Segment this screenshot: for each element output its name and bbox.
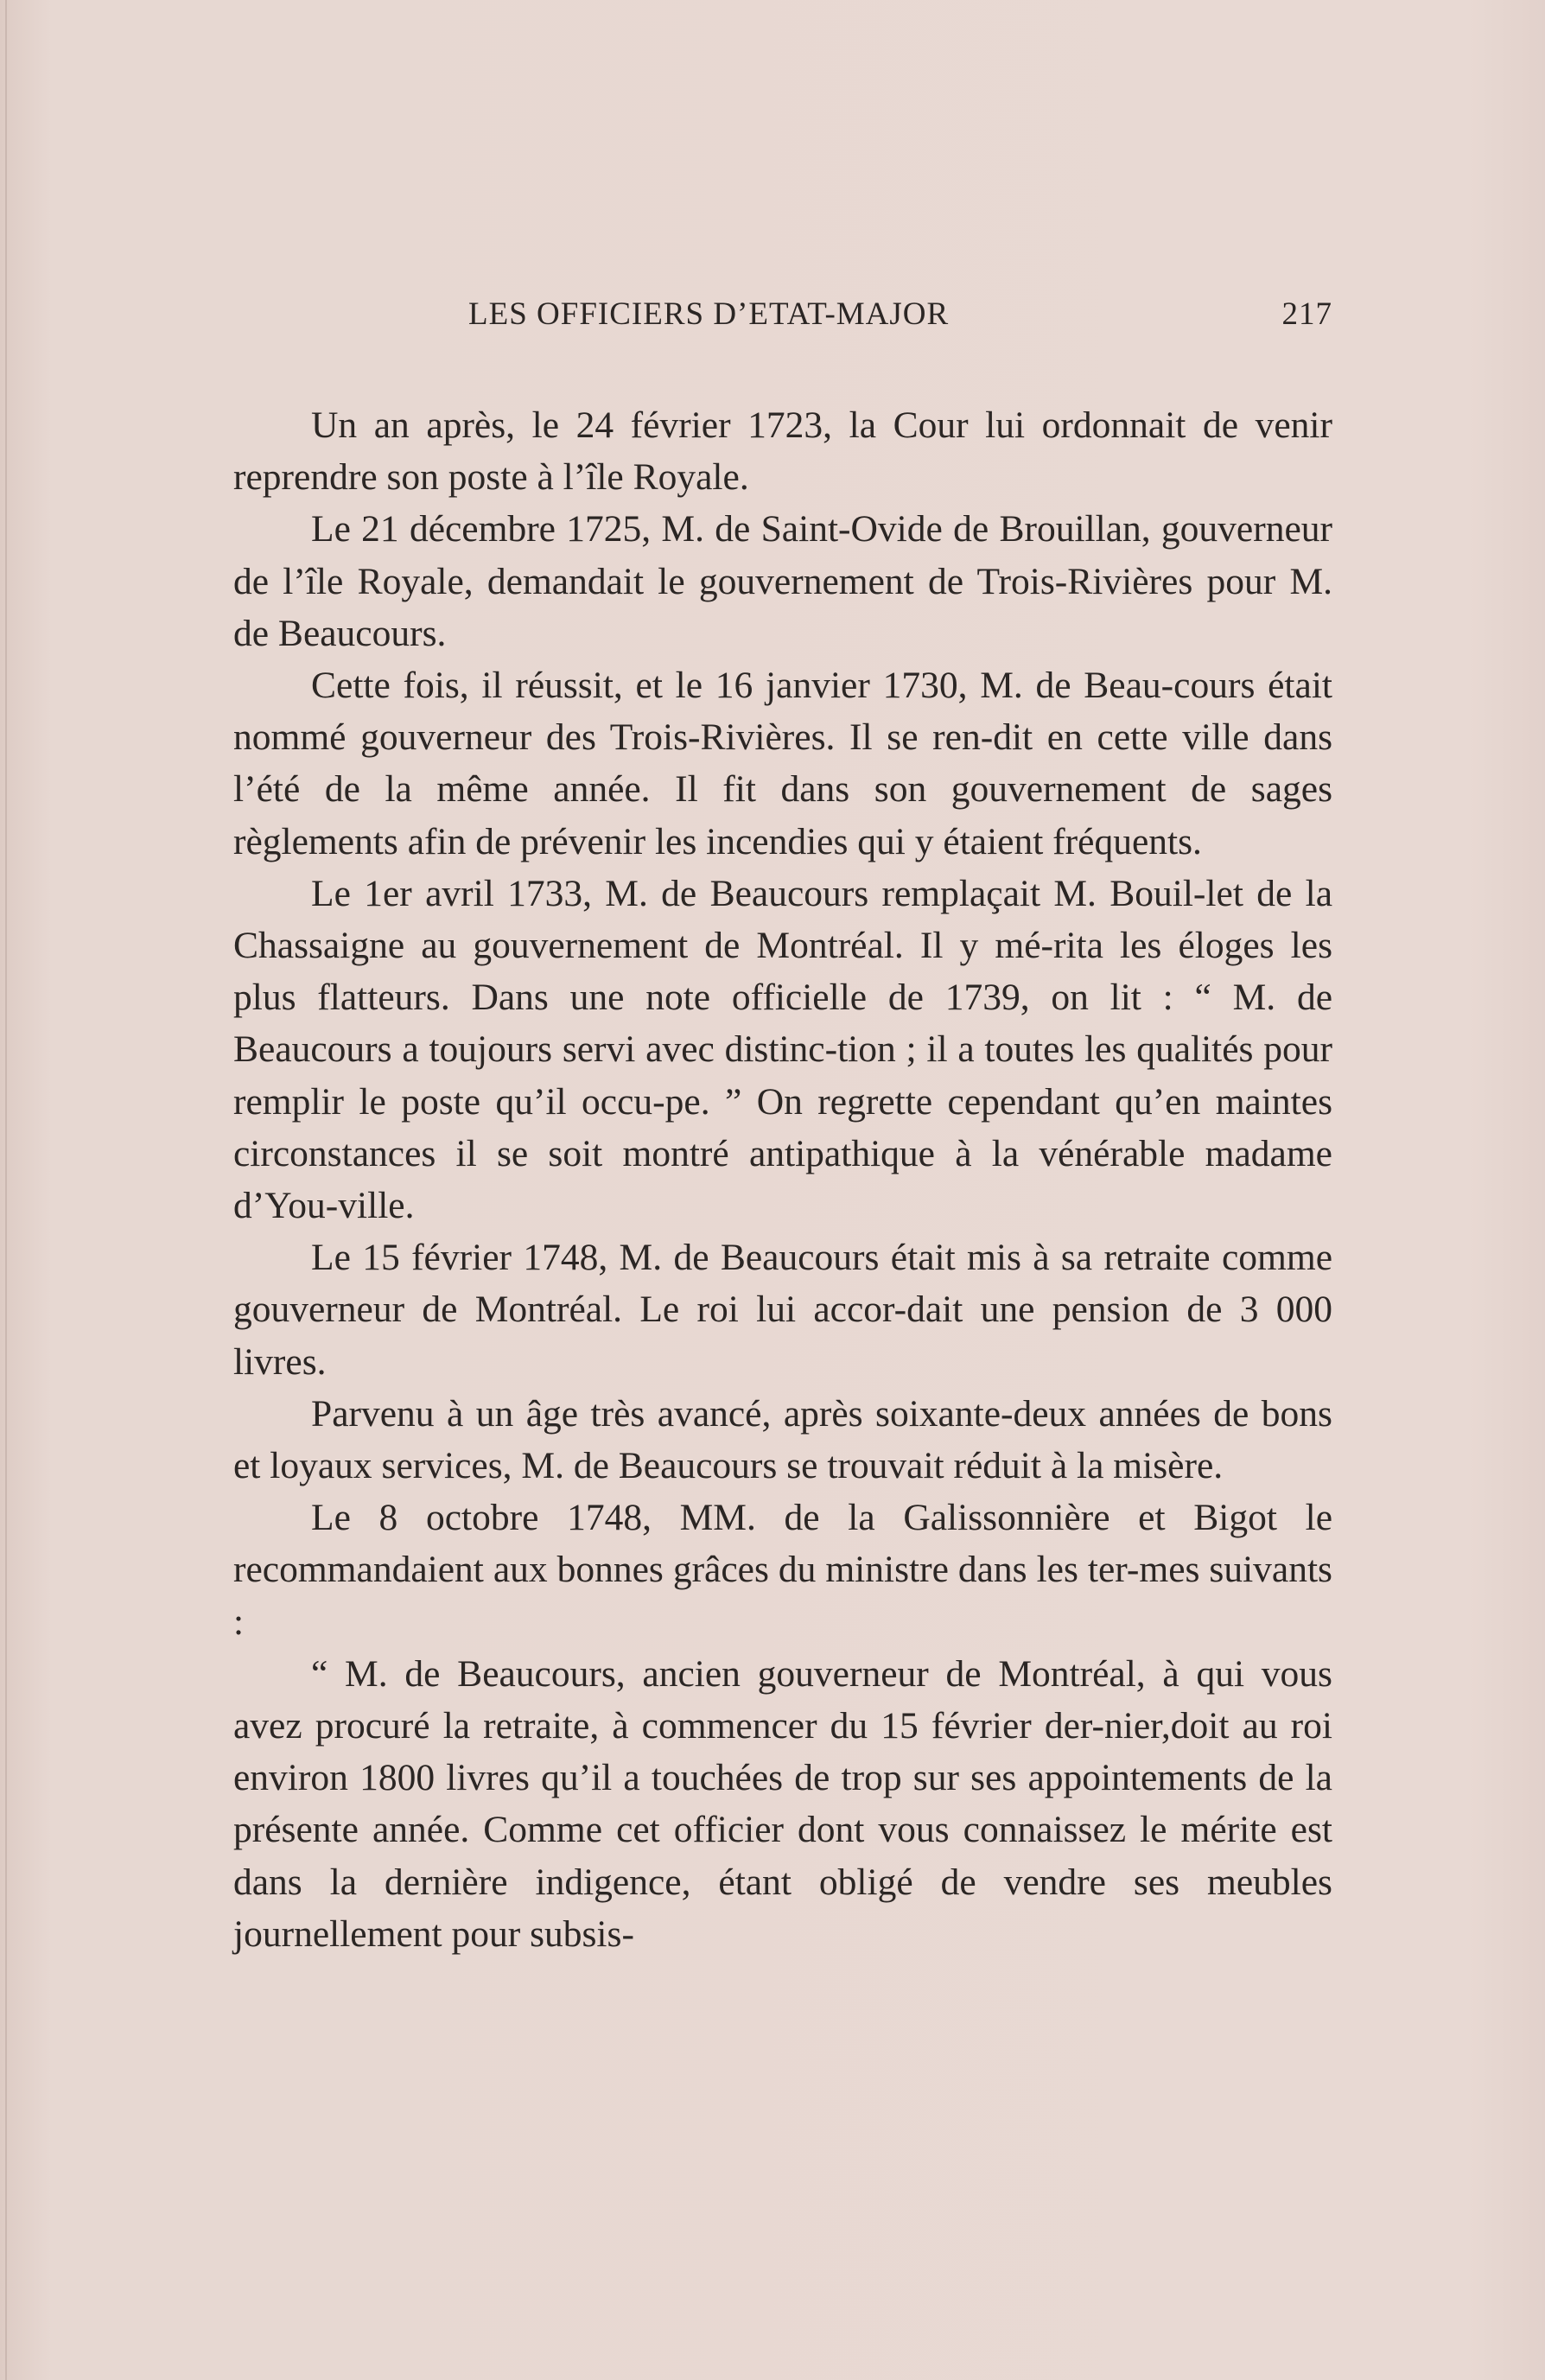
page-gutter-edge xyxy=(5,0,7,2380)
paragraph: Parvenu à un âge très avancé, après soixante-deux années de bons et loyaux services, M. de Beaucours se trouvait réduit à la misère. xyxy=(233,1392,1332,1487)
paragraph: Le 21 décembre 1725, M. de Saint-Ovide de Brouillan, gouverneur de l’île Royale, demandait le gouvernement de Trois-Rivières pour M. de Beaucours. xyxy=(233,508,1332,654)
paragraph: Cette fois, il réussit, et le 16 janvier 1730, M. de Beau-cours était nommé gouverneur des Trois-Rivières. Il se ren-dit en cette ville dans l’été de la même année. Il fit dans son gouvernement de sages règlements afin de prévenir les incendies qui y étaient fréquents. xyxy=(233,665,1332,862)
page-header xyxy=(233,296,1332,339)
body-text xyxy=(233,399,1332,1960)
paragraph: Le 1er avril 1733, M. de Beaucours remplaçait M. Bouil-let de la Chassaigne au gouvernement de Montréal. Il y mé-rita les éloges les plus flatteurs. Dans une note officielle de 1739, on lit : “ M. de Beaucours a toujours servi avec distinc-tion ; il a toutes les qualités pour remplir le poste qu’il occu-pe. ” On regrette cependant qu’en maintes circonstances il se soit montré antipathique à la vénérable madame d’You-ville. xyxy=(233,872,1332,1227)
running-title: LES OFFICIERS D’ETAT-MAJOR xyxy=(468,296,950,332)
paragraph: Le 8 octobre 1748, MM. de la Galissonnière et Bigot le recommandaient aux bonnes grâces du ministre dans les ter-mes suivants : xyxy=(233,1497,1332,1643)
page-number: 217 xyxy=(1281,296,1332,332)
paragraph: Le 15 février 1748, M. de Beaucours était mis à sa retraite comme gouverneur de Montréal. Le roi lui accor-dait une pension de 3 000 livres. xyxy=(233,1237,1332,1383)
paragraph: “ M. de Beaucours, ancien gouverneur de Montréal, à qui vous avez procuré la retraite, à commencer du 15 février der-nier,doit au roi environ 1800 livres qu’il a touchées de trop sur ses appointements de la présente année. Comme cet officier dont vous connaissez le mérite est dans la dernière indigence, étant obligé de vendre ses meubles journellement pour subsis- xyxy=(233,1652,1332,1955)
paragraph: Un an après, le 24 février 1723, la Cour lui ordonnait de venir reprendre son poste à l’île Royale. xyxy=(233,404,1332,499)
